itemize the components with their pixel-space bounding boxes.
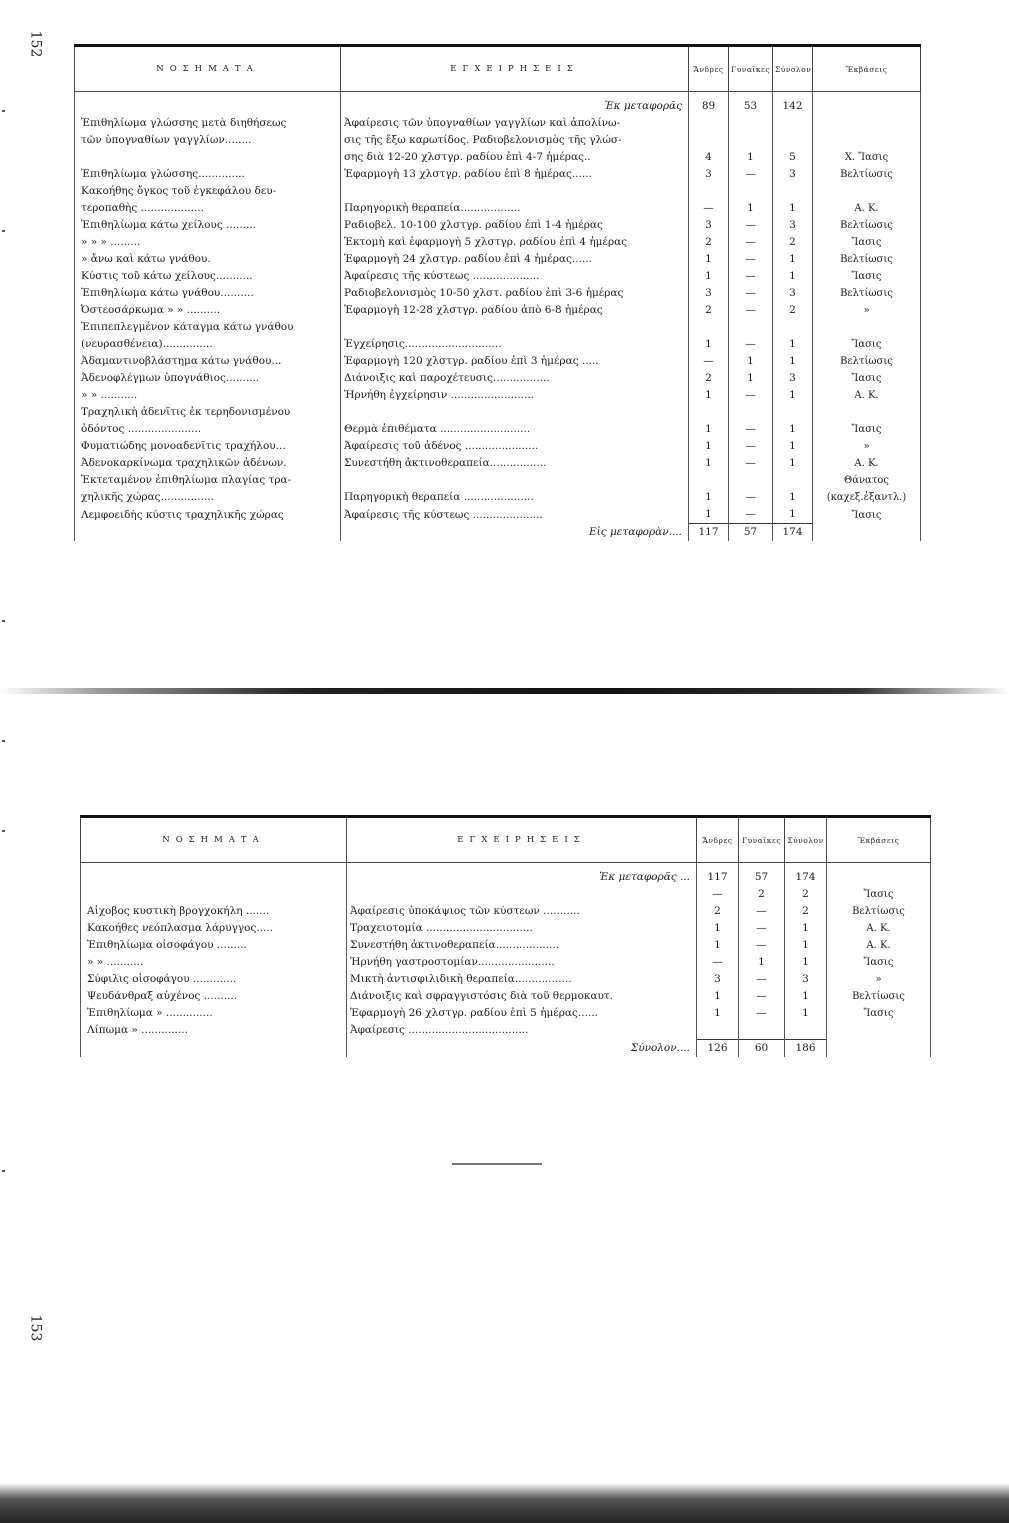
carry-outcome bbox=[813, 92, 921, 116]
carry-label: Ἐκ μεταφορᾶς ... bbox=[347, 863, 697, 887]
outcome-cell: » bbox=[813, 438, 921, 455]
men-cell bbox=[689, 115, 729, 132]
header-outcome: Ἔκβάσεις bbox=[813, 46, 921, 92]
women-cell: — bbox=[729, 489, 773, 506]
outcome-cell: Χ. Ἴασις bbox=[813, 149, 921, 166]
disease-cell: Ἐπιθηλίωμα γλώσσης μετὰ διηθήσεως bbox=[75, 115, 341, 132]
women-cell: — bbox=[729, 455, 773, 472]
total-cell: 1 bbox=[785, 920, 827, 937]
table-2-body bbox=[81, 863, 931, 1040]
header-operations: ΕΓΧΕΙΡΗΣΕΙΣ bbox=[347, 817, 697, 863]
outcome-cell bbox=[813, 404, 921, 421]
disease-cell: Λίπωμα » .............. bbox=[81, 1022, 347, 1039]
carry-women: 57 bbox=[739, 863, 785, 887]
table-row bbox=[75, 115, 921, 132]
men-cell: 3 bbox=[689, 285, 729, 302]
men-cell: 1 bbox=[697, 988, 739, 1005]
men-cell: — bbox=[697, 886, 739, 903]
table-row bbox=[75, 302, 921, 319]
total-cell: 3 bbox=[773, 370, 813, 387]
operation-cell: Συνεστήθη ἀκτινοθεραπεία................... bbox=[347, 937, 697, 954]
carry-blank bbox=[81, 863, 347, 887]
disease-cell: ὀδόντος ...................... bbox=[75, 421, 341, 438]
total-cell bbox=[773, 472, 813, 489]
operation-cell: Ἠρνήθη γαστροστομίαν....................... bbox=[347, 954, 697, 971]
outcome-cell: Ἴασις bbox=[827, 886, 931, 903]
outcome-cell: Βελτίωσις bbox=[813, 353, 921, 370]
disease-cell: Ἐπιθηλίωμα κάτω γνάθου.......... bbox=[75, 285, 341, 302]
carry-row bbox=[75, 92, 921, 116]
table-1-header-row bbox=[75, 46, 921, 92]
men-cell: 1 bbox=[689, 455, 729, 472]
disease-cell: Ἀδενοκαρκίνωμα τραχηλικῶν ἀδένων. bbox=[75, 455, 341, 472]
operation-cell: Ἐφαρμογὴ 12-28 χλστγρ. ραδίου ἀπὸ 6-8 ἡμέρας bbox=[341, 302, 689, 319]
men-cell: 1 bbox=[689, 387, 729, 404]
table-row bbox=[75, 438, 921, 455]
operation-cell: Ἐκτομὴ καὶ ἐφαρμογὴ 5 χλστγρ. ραδίου ἐπὶ 4 ἡμέρας bbox=[341, 234, 689, 251]
disease-cell: Κακοήθης ὄγκος τοῦ ἐγκεφάλου δευ- bbox=[75, 183, 341, 200]
operation-cell: Ἀφαίρεσις τῆς κύστεως ..................... bbox=[341, 506, 689, 524]
header-women: Γυναῖκες bbox=[729, 46, 773, 92]
carry-total: 142 bbox=[773, 92, 813, 116]
outcome-cell: Α. Κ. bbox=[813, 200, 921, 217]
disease-cell: » » ........... bbox=[81, 954, 347, 971]
outcome-cell bbox=[827, 1022, 931, 1039]
total-cell: 2 bbox=[773, 302, 813, 319]
table-row bbox=[75, 166, 921, 183]
total-cell bbox=[773, 132, 813, 149]
table-row bbox=[81, 1005, 931, 1022]
scan-mark bbox=[2, 830, 5, 832]
table-2-footer bbox=[81, 1039, 931, 1057]
women-cell: — bbox=[739, 988, 785, 1005]
men-cell: 1 bbox=[697, 1005, 739, 1022]
women-cell: — bbox=[729, 251, 773, 268]
women-cell: — bbox=[729, 234, 773, 251]
table-row bbox=[75, 421, 921, 438]
table-row bbox=[75, 370, 921, 387]
table-1-footer bbox=[75, 524, 921, 542]
total-cell: 1 bbox=[785, 954, 827, 971]
disease-cell: Ἐκτεταμένον ἐπιθηλίωμα πλαγίας τρα- bbox=[75, 472, 341, 489]
disease-cell: (νευρασθένεια)............... bbox=[75, 336, 341, 353]
men-cell bbox=[689, 472, 729, 489]
disease-cell: τῶν ὑπογναθίων γαγγλίων........ bbox=[75, 132, 341, 149]
total-cell: 2 bbox=[785, 886, 827, 903]
outcome-cell: Ἴασις bbox=[827, 954, 931, 971]
operation-cell: Ἀφαίρεσις τῆς κύστεως .................... bbox=[341, 268, 689, 285]
total-row bbox=[75, 524, 921, 542]
outcome-cell bbox=[813, 183, 921, 200]
women-cell: — bbox=[739, 971, 785, 988]
carry-blank bbox=[75, 92, 341, 116]
total-cell: 3 bbox=[785, 971, 827, 988]
header-women: Γυναῖκες bbox=[739, 817, 785, 863]
men-cell: 1 bbox=[697, 937, 739, 954]
women-cell: 1 bbox=[729, 200, 773, 217]
total-cell: 1 bbox=[785, 988, 827, 1005]
table-row bbox=[75, 200, 921, 217]
table-2-container bbox=[80, 815, 931, 1057]
page-number-bottom: 153 bbox=[27, 1314, 44, 1342]
total-cell bbox=[773, 319, 813, 336]
outcome-cell: Ἴασις bbox=[813, 506, 921, 524]
outcome-cell: Βελτίωσις bbox=[813, 217, 921, 234]
table-row bbox=[75, 268, 921, 285]
table-row bbox=[75, 149, 921, 166]
men-cell: — bbox=[689, 353, 729, 370]
men-cell: 1 bbox=[689, 251, 729, 268]
men-cell: 1 bbox=[689, 336, 729, 353]
women-cell: — bbox=[729, 302, 773, 319]
total-blank bbox=[81, 1039, 347, 1057]
table-1-body bbox=[75, 92, 921, 524]
total-cell bbox=[785, 1022, 827, 1039]
operation-cell: Τραχειοτομία ................................ bbox=[347, 920, 697, 937]
total-cell bbox=[773, 115, 813, 132]
page-number-top: 152 bbox=[27, 30, 44, 58]
operation-cell: Παρηγορικὴ θεραπεία ..................... bbox=[341, 489, 689, 506]
table-row bbox=[75, 455, 921, 472]
men-cell: 2 bbox=[689, 302, 729, 319]
carry-men: 89 bbox=[689, 92, 729, 116]
operation-cell: Διάνοιξις καὶ παροχέτευσις................. bbox=[341, 370, 689, 387]
women-cell: — bbox=[729, 285, 773, 302]
scan-bottom-edge bbox=[0, 1483, 1009, 1523]
operation-cell bbox=[341, 472, 689, 489]
total-cell: 1 bbox=[785, 1005, 827, 1022]
total-cell: 1 bbox=[773, 421, 813, 438]
disease-cell: Σύφιλις οἰσοφάγου ............. bbox=[81, 971, 347, 988]
table-1-container bbox=[74, 44, 921, 541]
header-disease: ΝΟΣΗΜΑΤΑ bbox=[75, 46, 341, 92]
men-cell: — bbox=[689, 200, 729, 217]
women-cell: — bbox=[729, 387, 773, 404]
total-cell: 5 bbox=[773, 149, 813, 166]
table-row bbox=[75, 404, 921, 421]
total-cell: 1 bbox=[773, 336, 813, 353]
disease-cell: » » ........... bbox=[75, 387, 341, 404]
total-men: 126 bbox=[697, 1039, 739, 1057]
table-2-header-row bbox=[81, 817, 931, 863]
table-row bbox=[81, 971, 931, 988]
table-row bbox=[75, 132, 921, 149]
total-row bbox=[81, 1039, 931, 1057]
table-row bbox=[81, 1022, 931, 1039]
outcome-cell: (καχεξ.ἐξαντλ.) bbox=[813, 489, 921, 506]
operation-cell: Μικτὴ ἀντισφιλιδικὴ θεραπεία................. bbox=[347, 971, 697, 988]
disease-cell: » ἄνω καὶ κάτω γνάθου. bbox=[75, 251, 341, 268]
operation-cell: Ἐφαρμογὴ 120 χλστγρ. ραδίου ἐπὶ 3 ἡμέρας ..... bbox=[341, 353, 689, 370]
outcome-cell bbox=[813, 319, 921, 336]
outcome-cell: Α. Κ. bbox=[813, 387, 921, 404]
men-cell: 4 bbox=[689, 149, 729, 166]
table-row bbox=[75, 489, 921, 506]
outcome-cell: Ἴασις bbox=[813, 234, 921, 251]
men-cell: — bbox=[697, 954, 739, 971]
outcome-cell: Α. Κ. bbox=[827, 937, 931, 954]
men-cell bbox=[697, 1022, 739, 1039]
carry-label: Ἐκ μεταφορᾶς bbox=[341, 92, 689, 116]
total-cell: 1 bbox=[773, 489, 813, 506]
operation-cell: Συνεστήθη ἀκτινοθεραπεία................. bbox=[341, 455, 689, 472]
men-cell: 3 bbox=[697, 971, 739, 988]
outcome-cell: Ἴασις bbox=[813, 370, 921, 387]
women-cell bbox=[729, 132, 773, 149]
outcome-cell: Ἴασις bbox=[813, 268, 921, 285]
operation-cell: Ἐγχείρησις............................. bbox=[341, 336, 689, 353]
total-cell: 1 bbox=[773, 268, 813, 285]
men-cell bbox=[689, 183, 729, 200]
disease-cell bbox=[75, 149, 341, 166]
table-row bbox=[75, 234, 921, 251]
men-cell: 1 bbox=[689, 438, 729, 455]
men-cell: 1 bbox=[697, 920, 739, 937]
operation-cell bbox=[341, 183, 689, 200]
total-cell: 3 bbox=[773, 285, 813, 302]
operation-cell: Ἐφαρμογὴ 26 χλστγρ. ραδίου ἐπὶ 5 ἡμέρας...... bbox=[347, 1005, 697, 1022]
header-total: Σύνολον bbox=[773, 46, 813, 92]
disease-cell: » » » ......... bbox=[75, 234, 341, 251]
carry-men: 117 bbox=[697, 863, 739, 887]
operation-cell bbox=[341, 319, 689, 336]
table-row bbox=[75, 506, 921, 524]
women-cell: — bbox=[729, 268, 773, 285]
disease-cell: Φυματιώδης μονοαδενῖτις τραχήλου... bbox=[75, 438, 341, 455]
women-cell: — bbox=[729, 166, 773, 183]
operation-cell: Θερμὰ ἐπιθέματα ........................... bbox=[341, 421, 689, 438]
outcome-cell: Βελτίωσις bbox=[813, 285, 921, 302]
women-cell: 1 bbox=[729, 353, 773, 370]
closing-rule bbox=[452, 1163, 542, 1165]
men-cell: 3 bbox=[689, 217, 729, 234]
header-operations: ΕΓΧΕΙΡΗΣΕΙΣ bbox=[341, 46, 689, 92]
women-cell bbox=[739, 1022, 785, 1039]
women-cell: — bbox=[729, 506, 773, 524]
total-outcome bbox=[813, 524, 921, 542]
total-cell: 1 bbox=[773, 506, 813, 524]
total-women: 57 bbox=[729, 524, 773, 542]
men-cell bbox=[689, 319, 729, 336]
scan-mark bbox=[2, 1170, 5, 1172]
carry-outcome bbox=[827, 863, 931, 887]
outcome-cell: Ἴασις bbox=[813, 336, 921, 353]
women-cell: — bbox=[729, 421, 773, 438]
disease-cell: Ὀστεοσάρκωμα » » .......... bbox=[75, 302, 341, 319]
men-cell: 2 bbox=[689, 234, 729, 251]
women-cell: 1 bbox=[729, 149, 773, 166]
table-row bbox=[81, 954, 931, 971]
outcome-cell: Βελτίωσις bbox=[813, 251, 921, 268]
scan-mark bbox=[2, 740, 5, 742]
disease-cell: Ἐπιθηλίωμα κάτω χείλους ......... bbox=[75, 217, 341, 234]
outcome-cell: » bbox=[813, 302, 921, 319]
women-cell bbox=[729, 319, 773, 336]
total-cell: 1 bbox=[773, 200, 813, 217]
disease-cell: Ἐπιθηλίωμα οἰσοφάγου ......... bbox=[81, 937, 347, 954]
women-cell: — bbox=[729, 217, 773, 234]
disease-cell: Ἀδενοφλέγμων ὑπογνάθιος.......... bbox=[75, 370, 341, 387]
disease-cell: Ψευδάνθραξ αὐχένος .......... bbox=[81, 988, 347, 1005]
total-women: 60 bbox=[739, 1039, 785, 1057]
total-label: Σύνολον.... bbox=[347, 1039, 697, 1057]
table-row bbox=[81, 937, 931, 954]
scan-mark bbox=[2, 230, 5, 232]
disease-cell: Κύστις τοῦ κάτω χείλους........... bbox=[75, 268, 341, 285]
women-cell: — bbox=[739, 903, 785, 920]
header-outcome: Ἔκβάσεις bbox=[827, 817, 931, 863]
outcome-cell: Α. Κ. bbox=[827, 920, 931, 937]
outcome-cell: Ἴασις bbox=[827, 1005, 931, 1022]
operation-cell bbox=[347, 886, 697, 903]
disease-cell: Ἐπιθηλίωμα γλώσσης.............. bbox=[75, 166, 341, 183]
men-cell: 1 bbox=[689, 506, 729, 524]
carry-row bbox=[81, 863, 931, 887]
men-cell: 1 bbox=[689, 421, 729, 438]
total-cell: 1 bbox=[773, 353, 813, 370]
table-row bbox=[75, 336, 921, 353]
men-cell: 2 bbox=[697, 903, 739, 920]
outcome-cell bbox=[813, 115, 921, 132]
table-row bbox=[75, 353, 921, 370]
table-row bbox=[81, 903, 931, 920]
operation-cell: σης διὰ 12-20 χλστγρ. ραδίου ἐπὶ 4-7 ἡμέρας.. bbox=[341, 149, 689, 166]
outcome-cell: » bbox=[827, 971, 931, 988]
disease-cell: Κακοήθες νεόπλασμα λάρυγγος..... bbox=[81, 920, 347, 937]
total-cell: 2 bbox=[785, 903, 827, 920]
disease-cell: τεροπαθὴς ................... bbox=[75, 200, 341, 217]
table-row bbox=[75, 183, 921, 200]
disease-cell: Ἐπιθηλίωμα » .............. bbox=[81, 1005, 347, 1022]
operation-cell: Παρηγορικὴ θεραπεία.................. bbox=[341, 200, 689, 217]
operation-cell: Ραδιοβελονισμὸς 10-50 χλστ. ραδίου ἐπὶ 3-6 ἡμέρας bbox=[341, 285, 689, 302]
disease-cell: Ἐπιπεπλεγμένον κάταγμα κάτω γνάθου bbox=[75, 319, 341, 336]
total-total: 186 bbox=[785, 1039, 827, 1057]
total-cell: 1 bbox=[773, 438, 813, 455]
operation-cell: Ἐφαρμογὴ 24 χλστγρ. ραδίου ἐπὶ 4 ἡμέρας...... bbox=[341, 251, 689, 268]
women-cell bbox=[729, 404, 773, 421]
men-cell: 2 bbox=[689, 370, 729, 387]
operation-cell: Ἠρνήθη ἐγχείρησιν ......................... bbox=[341, 387, 689, 404]
table-1 bbox=[74, 44, 921, 541]
women-cell: 1 bbox=[739, 954, 785, 971]
women-cell bbox=[729, 472, 773, 489]
outcome-cell: Βελτίωσις bbox=[813, 166, 921, 183]
total-cell: 2 bbox=[773, 234, 813, 251]
men-cell: 3 bbox=[689, 166, 729, 183]
disease-cell: Ἀδαμαντινοβλάστημα κάτω γνάθου... bbox=[75, 353, 341, 370]
operation-cell: Ἀφαίρεσις ὑποκάψιος τῶν κύστεων ........... bbox=[347, 903, 697, 920]
disease-cell: Αἰχοβος κυστικὴ βρογχοκήλη ....... bbox=[81, 903, 347, 920]
men-cell bbox=[689, 404, 729, 421]
women-cell: — bbox=[739, 920, 785, 937]
outcome-cell: Α. Κ. bbox=[813, 455, 921, 472]
outcome-cell: Βελτίωσις bbox=[827, 988, 931, 1005]
outcome-cell: Θάνατος bbox=[813, 472, 921, 489]
total-cell bbox=[773, 404, 813, 421]
women-cell: — bbox=[729, 438, 773, 455]
header-disease: ΝΟΣΗΜΑΤΑ bbox=[81, 817, 347, 863]
disease-cell bbox=[81, 886, 347, 903]
women-cell: 1 bbox=[729, 370, 773, 387]
table-row bbox=[81, 920, 931, 937]
outcome-cell: Ἴασις bbox=[813, 421, 921, 438]
men-cell: 1 bbox=[689, 268, 729, 285]
header-total: Σύνολον bbox=[785, 817, 827, 863]
scan-mark bbox=[2, 620, 5, 622]
men-cell: 1 bbox=[689, 489, 729, 506]
table-row bbox=[75, 319, 921, 336]
men-cell bbox=[689, 132, 729, 149]
table-row bbox=[81, 988, 931, 1005]
women-cell bbox=[729, 115, 773, 132]
table-row bbox=[81, 886, 931, 903]
operation-cell bbox=[341, 404, 689, 421]
total-outcome bbox=[827, 1039, 931, 1057]
total-label: Εἰς μεταφορὰν.... bbox=[341, 524, 689, 542]
table-2 bbox=[80, 815, 931, 1057]
table-row bbox=[75, 285, 921, 302]
operation-cell: Ἀφαίρεσις τῶν ὑπογναθίων γαγγλίων καὶ ἀπολίνω- bbox=[341, 115, 689, 132]
table-row bbox=[75, 217, 921, 234]
header-men: Ἄνδρες bbox=[689, 46, 729, 92]
scan-mark bbox=[2, 110, 5, 112]
women-cell bbox=[729, 183, 773, 200]
table-row bbox=[75, 387, 921, 404]
women-cell: 2 bbox=[739, 886, 785, 903]
disease-cell: Λεμφοειδὴς κύστις τραχηλικῆς χώρας bbox=[75, 506, 341, 524]
total-cell: 1 bbox=[785, 937, 827, 954]
header-men: Ἄνδρες bbox=[697, 817, 739, 863]
operation-cell: Ἀφαίρεσις .................................... bbox=[347, 1022, 697, 1039]
total-men: 117 bbox=[689, 524, 729, 542]
outcome-cell bbox=[813, 132, 921, 149]
carry-total: 174 bbox=[785, 863, 827, 887]
total-total: 174 bbox=[773, 524, 813, 542]
total-blank bbox=[75, 524, 341, 542]
women-cell: — bbox=[729, 336, 773, 353]
total-cell: 1 bbox=[773, 387, 813, 404]
operation-cell: Ραδιοβελ. 10-100 χλστγρ. ραδίου ἐπὶ 1-4 ἡμέρας bbox=[341, 217, 689, 234]
table-row bbox=[75, 472, 921, 489]
carry-women: 53 bbox=[729, 92, 773, 116]
operation-cell: Ἀφαίρεσις τοῦ ἀδένος ...................... bbox=[341, 438, 689, 455]
women-cell: — bbox=[739, 937, 785, 954]
table-row bbox=[75, 251, 921, 268]
page-fold-divider bbox=[0, 688, 1009, 694]
disease-cell: Τραχηλικὴ ἀδενῖτις ἐκ τερηδονισμένου bbox=[75, 404, 341, 421]
operation-cell: Ἐφαρμογὴ 13 χλστγρ. ραδίου ἐπὶ 8 ἡμέρας...... bbox=[341, 166, 689, 183]
operation-cell: σις τῆς ἔξω καρωτίδος. Ραδιοβελονισμὸς τῆς γλώσ- bbox=[341, 132, 689, 149]
outcome-cell: Βελτίωσις bbox=[827, 903, 931, 920]
total-cell bbox=[773, 183, 813, 200]
total-cell: 1 bbox=[773, 455, 813, 472]
operation-cell: Διάνοιξις καὶ σφραγγιστόσις διὰ τοῦ θερμοκαυτ. bbox=[347, 988, 697, 1005]
total-cell: 3 bbox=[773, 217, 813, 234]
disease-cell: χηλικῆς χώρας................ bbox=[75, 489, 341, 506]
total-cell: 3 bbox=[773, 166, 813, 183]
total-cell: 1 bbox=[773, 251, 813, 268]
women-cell: — bbox=[739, 1005, 785, 1022]
